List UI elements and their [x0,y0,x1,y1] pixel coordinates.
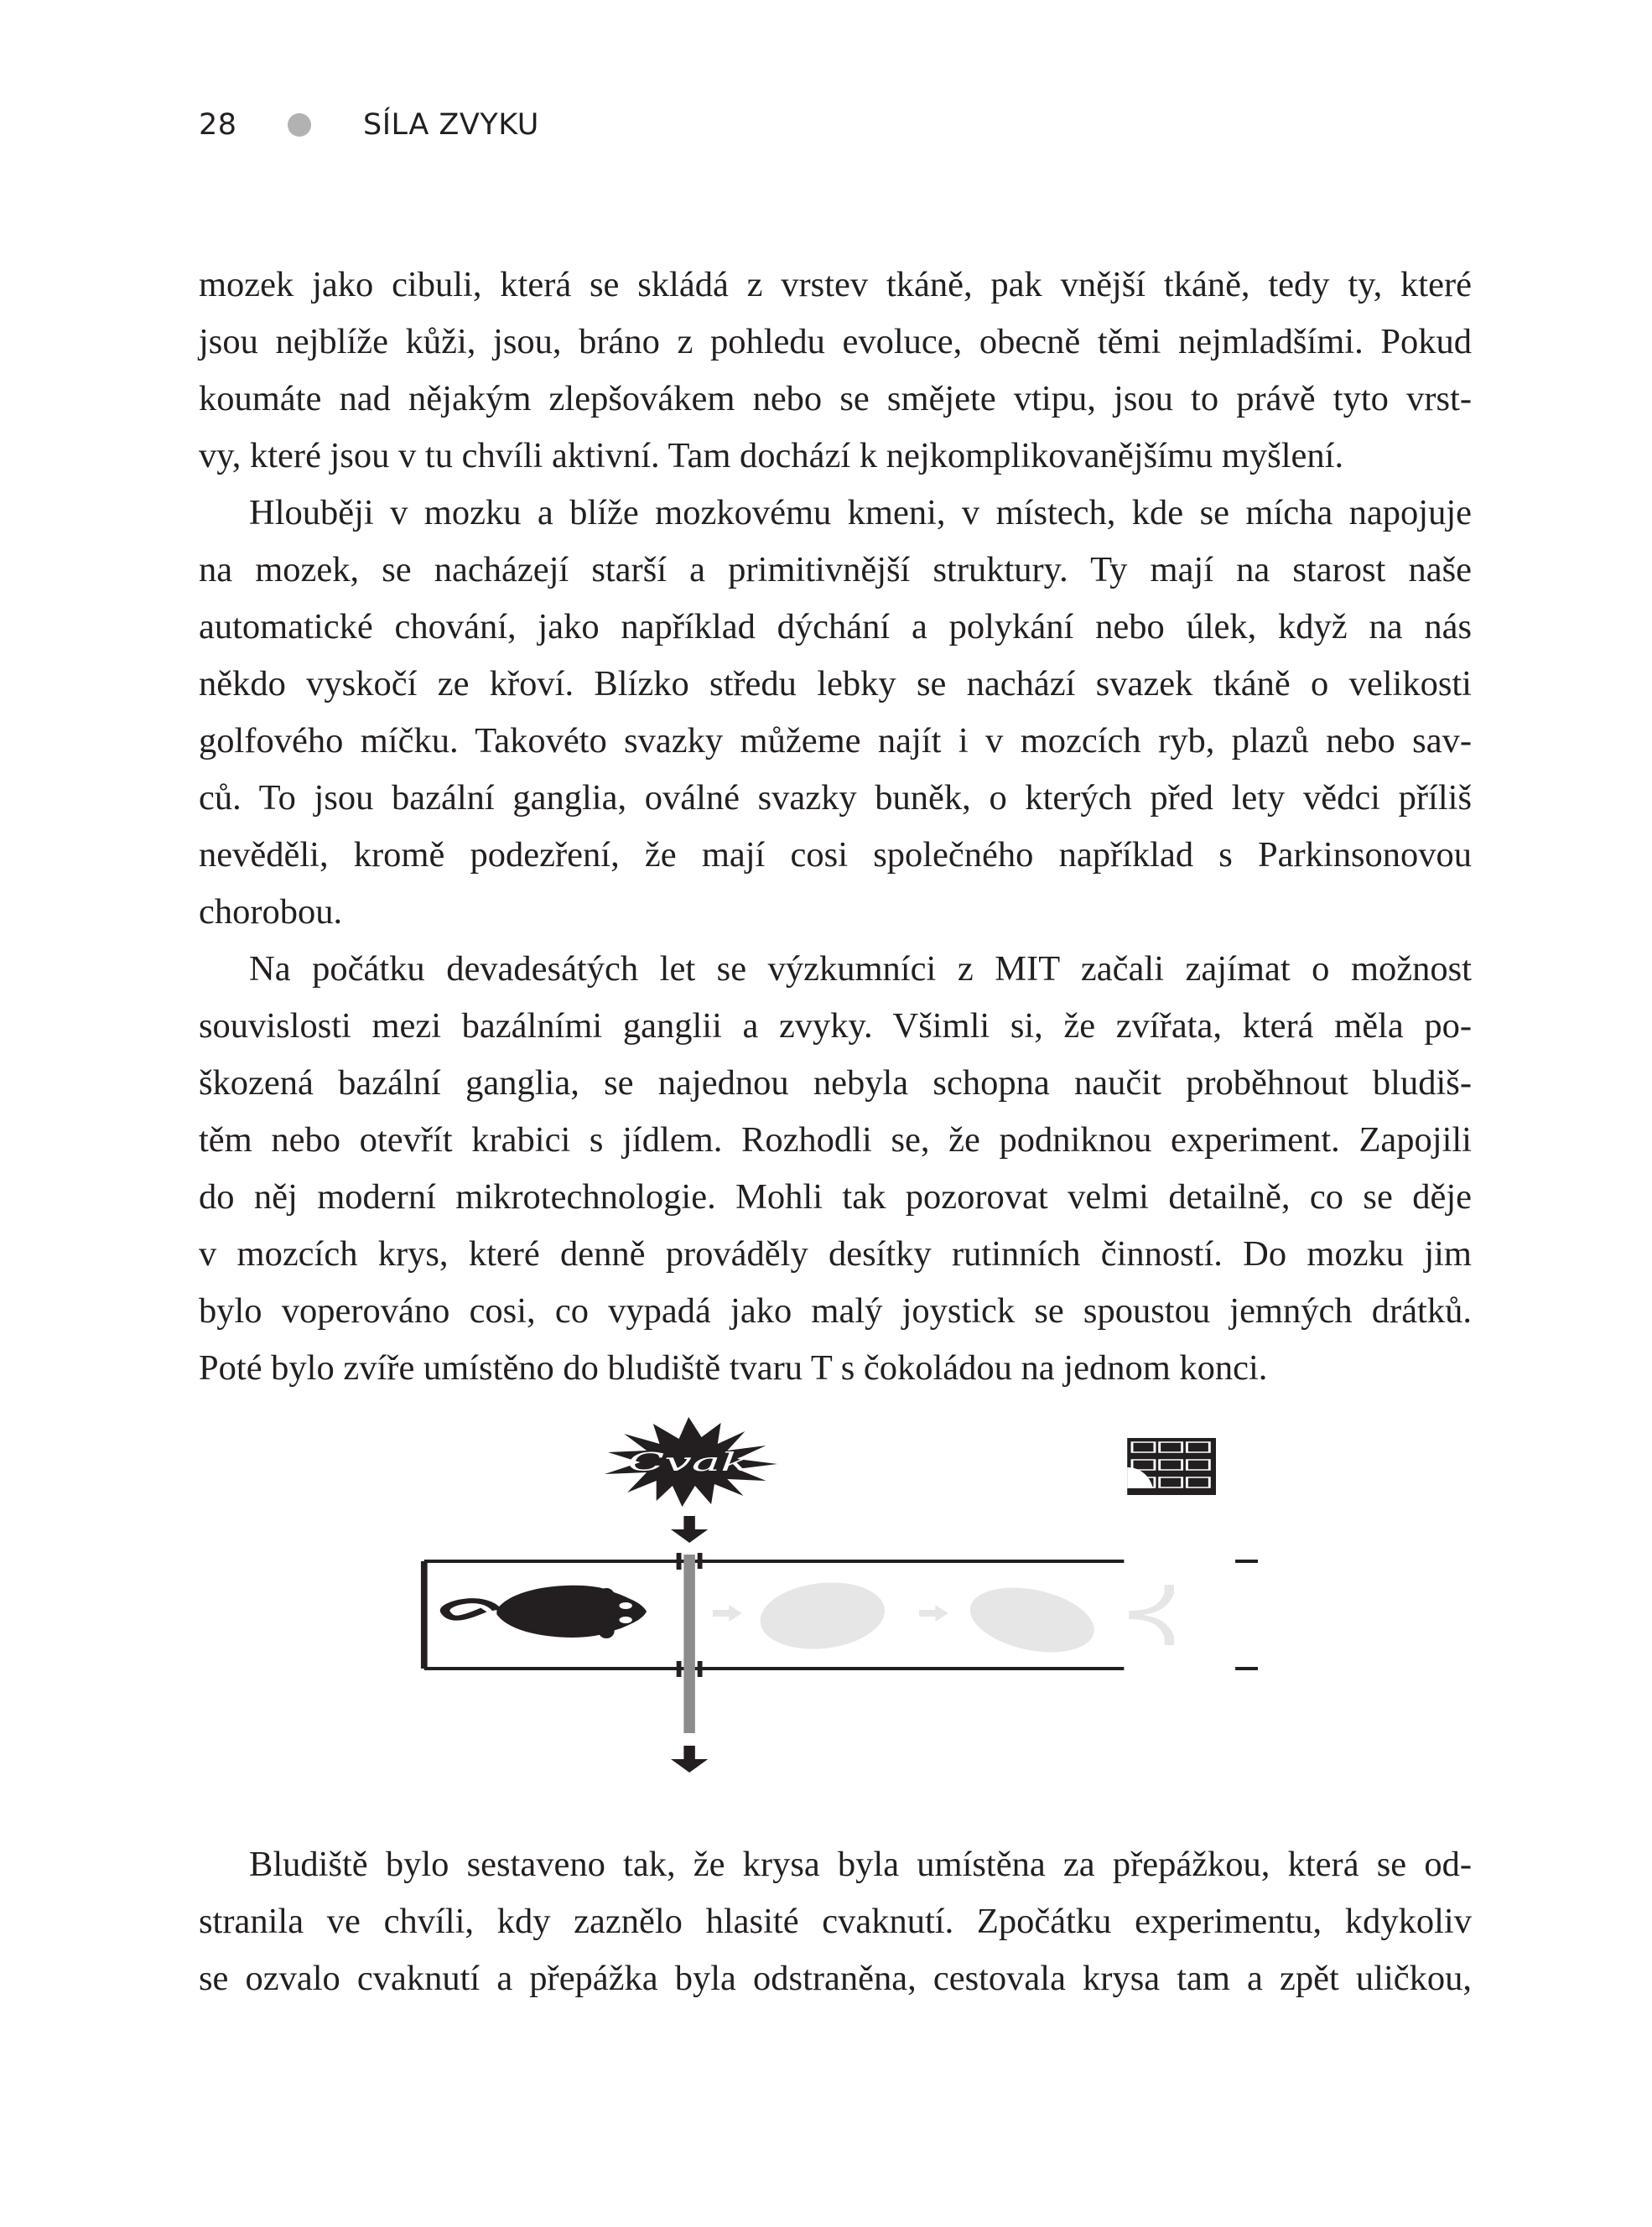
chocolate-bar-icon [1127,1438,1216,1495]
body-text-top [199,257,1472,1397]
rat-icon-start [445,1586,647,1638]
text-line: koumáte nad nějakým zlepšovákem nebo se smějete vtipu, jsou to právě tyto vrst- [199,379,1472,418]
text-line: se ozvalo cvaknutí a přepážka byla odstraněna, cestovala krysa tam a zpět uličkou, [199,1959,1472,1998]
text-line: stranila ve chvíli, kdy zaznělo hlasité cvaknutí. Zpočátku experimentu, kdykoliv [199,1902,1472,1941]
faded-rat-icon [945,1575,1119,1664]
header-bullet-icon [288,113,311,137]
text-line: automatické chování, jako například dýchání a polykání nebo úlek, když na nás [199,607,1472,646]
text-line: Bludiště bylo sestaveno tak, že krysa byla umístěna za přepážkou, která se od- [249,1845,1472,1884]
text-line: jsou nejblíže kůži, jsou, bráno z pohledu evoluce, obecně těmi nejmladšími. Pokud [199,322,1472,361]
t-maze-figure [419,1417,1258,1819]
text-line: těm nebo otevřít krabici s jídlem. Rozhodli se, že podniknou experiment. Zapojili [199,1120,1472,1160]
sound-label: Cvak [627,1446,751,1477]
sound-burst-icon [605,1417,777,1507]
page-number: 28 [199,108,237,142]
faded-arrow-icon [713,1605,742,1622]
text-line: ců. To jsou bazální ganglia, oválné svazky buněk, o kterých před lety vědci příliš [199,778,1472,818]
faded-rat-sequence [713,1570,1169,1665]
removable-gate [683,1555,694,1733]
text-line: do něj moderní mikrotechnologie. Mohli tak pozorovat velmi detailně, co se děje [199,1177,1472,1217]
text-line: Poté bylo zvíře umístěno do bludiště tvaru T s čokoládou na jednom konci. [199,1348,1268,1388]
arrow-down-icon-top [671,1516,708,1543]
text-line: škozená bazální ganglia, se najednou nebyla schopna naučit proběhnout bludiš- [199,1063,1472,1103]
text-line: někdo vyskočí ze křoví. Blízko středu lebky se nachází svazek tkáně o velikosti [199,664,1472,703]
faded-rat-icon [735,1570,911,1663]
running-title: SÍLA ZVYKU [363,108,539,142]
text-line: nevěděli, kromě podezření, že mají cosi společného například s Parkinsonovou [199,835,1472,875]
text-line: chorobou. [199,892,343,932]
text-line: v mozcích krys, které denně prováděly desítky rutinních činností. Do mozku jim [199,1234,1472,1274]
text-line: bylo voperováno cosi, co vypadá jako malý joystick se spoustou jemných drátků. [199,1291,1472,1331]
text-line: na mozek, se nacházejí starší a primitivnější struktury. Ty mají na starost naše [199,550,1472,589]
text-line: Na počátku devadesátých let se výzkumníci z MIT začali zajímat o možnost [249,949,1472,989]
text-line: vy, které jsou v tu chvíli aktivní. Tam dochází k nejkomplikovanějšímu myšlení. [199,436,1344,475]
faded-fork-arrow-icon [1129,1585,1169,1645]
text-line: Hlouběji v mozku a blíže mozkovému kmeni, v místech, kde se mícha napojuje [249,493,1472,532]
faded-arrow-icon [919,1605,948,1622]
text-line: golfového míčku. Takovéto svazky můžeme najít i v mozcích ryb, plazů nebo sav- [199,721,1472,761]
text-line: souvislosti mezi bazálními ganglii a zvyky. Všimli si, že zvířata, která měla po- [199,1006,1472,1046]
body-text-bottom [199,1836,1472,2007]
arrow-down-icon-bottom [671,1746,708,1773]
text-line: mozek jako cibuli, která se skládá z vrstev tkáně, pak vnější tkáně, tedy ty, které [199,265,1472,304]
t-maze-diagram [419,1417,1258,1819]
running-header [199,104,539,146]
